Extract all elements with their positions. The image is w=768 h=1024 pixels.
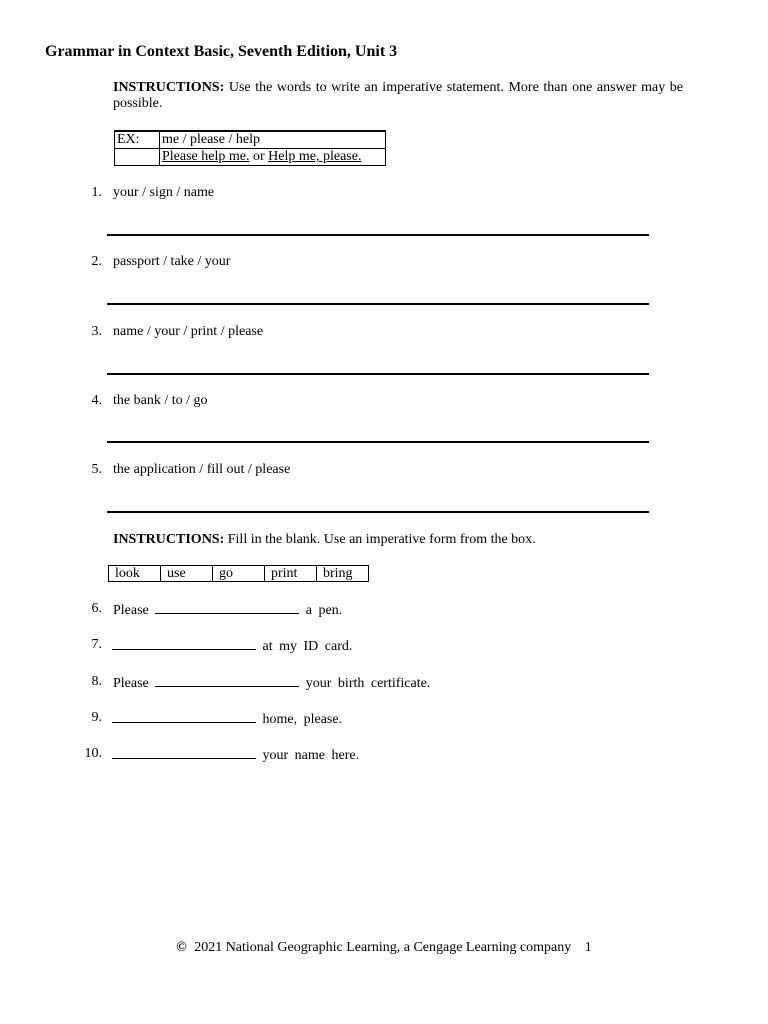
example-empty-cell (115, 149, 160, 166)
example-answer-2: Help me, please. (268, 149, 362, 164)
fill-after: at my ID card. (262, 639, 353, 654)
question-number: 6. (91, 601, 102, 616)
instructions-label: INSTRUCTIONS: (113, 80, 225, 95)
question-number: 2. (91, 254, 102, 269)
instructions-2 (113, 532, 683, 548)
question-number: 10. (84, 746, 102, 761)
blank-field[interactable] (112, 710, 256, 723)
question-number: 7. (91, 637, 102, 652)
footer (0, 940, 768, 956)
question-prompt: passport / take / your (113, 254, 231, 269)
answer-line-5[interactable] (107, 511, 649, 513)
fill-after: your birth certificate. (305, 676, 431, 691)
fill-before: Please (113, 603, 149, 618)
example-table (114, 130, 386, 166)
word-box (108, 565, 369, 582)
blank-field[interactable] (112, 746, 256, 759)
example-answer (160, 149, 386, 166)
answer-line-1[interactable] (107, 234, 649, 236)
question-number: 3. (91, 324, 102, 339)
fill-before: Please (113, 676, 149, 691)
blank-field[interactable] (155, 601, 299, 614)
blank-field[interactable] (155, 674, 299, 687)
instructions-text: Fill in the blank. Use an imperative form from the box. (227, 532, 536, 547)
example-prompt: me / please / help (160, 131, 386, 149)
question-prompt: the application / fill out / please (113, 462, 291, 477)
question-prompt: your / sign / name (113, 185, 215, 200)
blank-field[interactable] (112, 637, 256, 650)
question-prompt: the bank / to / go (113, 393, 208, 408)
fill-after: a pen. (305, 603, 343, 618)
word-box-item: bring (317, 566, 369, 582)
answer-line-4[interactable] (107, 441, 649, 443)
page-title: Grammar in Context Basic, Seventh Edition, Unit 3 (45, 43, 398, 60)
page-number: 1 (584, 940, 592, 955)
fill-after: your name here. (262, 748, 360, 763)
answer-line-3[interactable] (107, 373, 649, 375)
example-answer-or: or (252, 149, 265, 164)
instructions-text: Use the words to write an imperative statement. More than one answer may be possible. (113, 80, 684, 111)
word-box-item: print (265, 566, 317, 582)
instructions-1 (113, 80, 683, 112)
word-box-item: go (213, 566, 265, 582)
word-box-item: look (109, 566, 161, 582)
question-number: 5. (91, 462, 102, 477)
copyright-icon: © (176, 940, 187, 955)
question-number: 9. (91, 710, 102, 725)
fill-after: home, please. (262, 712, 343, 727)
instructions-label: INSTRUCTIONS: (113, 532, 225, 547)
word-box-item: use (161, 566, 213, 582)
answer-line-2[interactable] (107, 303, 649, 305)
question-number: 1. (91, 185, 102, 200)
question-number: 4. (91, 393, 102, 408)
example-label: EX: (115, 131, 160, 149)
example-answer-1: Please help me. (162, 149, 250, 164)
question-prompt: name / your / print / please (113, 324, 264, 339)
footer-text: 2021 National Geographic Learning, a Cengage Learning company (194, 940, 572, 955)
question-number: 8. (91, 674, 102, 689)
